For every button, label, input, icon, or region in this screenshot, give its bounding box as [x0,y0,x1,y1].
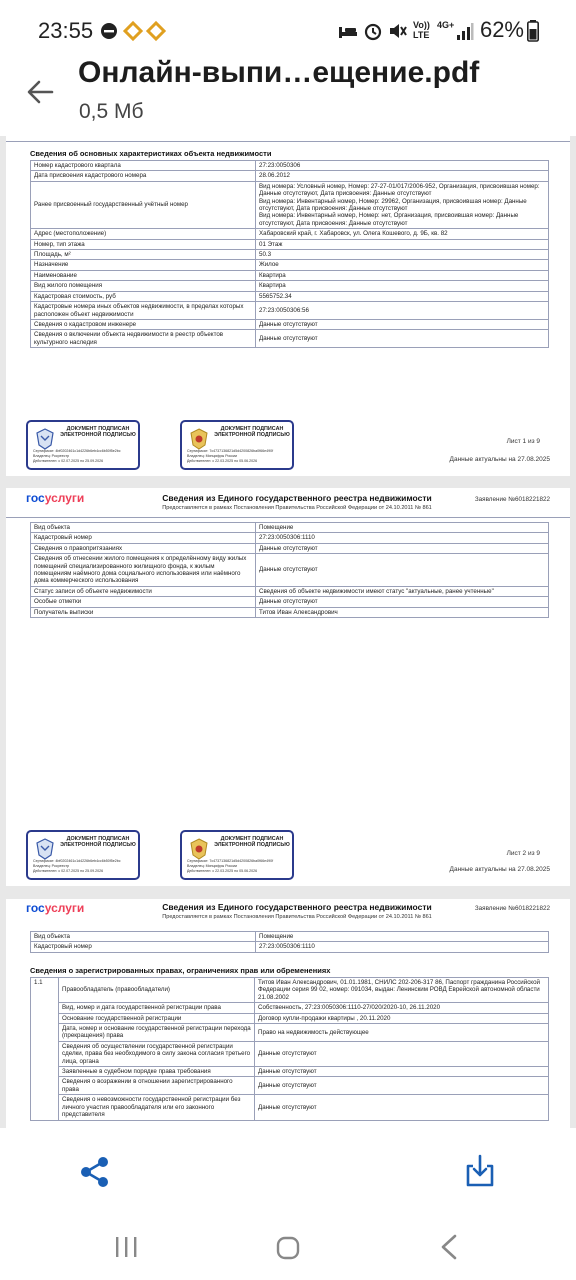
application-number: Заявление №6018221822 [474,496,550,503]
file-title: Онлайн-выпи…ещение.pdf [78,56,480,89]
gosuslugi-logo: госуслуги [26,491,85,505]
row-value: Данные отсутствуют [255,1095,549,1120]
data-actual-date: Данные актуальны на 27.08.2025 [449,456,550,463]
row-value: 28.06.2012 [256,171,549,181]
row-value: Данные отсутствуют [255,1041,549,1066]
register-title: Сведения из Единого государственного реестра недвижимости [162,493,432,503]
row-value: 27:23:0050306:56 [256,302,549,320]
system-nav-bar [0,1218,576,1280]
row-value: 27:23:0050306:1110 [256,942,549,952]
app-notification-icon-2 [146,20,166,42]
table-row [31,942,549,952]
row-label: Сведения об отнесении жилого помещения к определённому виду жилых помещений специализированного жилищного фонда, к жилым помещениям наёмного дома социального использования или наёмного дома коммерческого использования [31,554,256,587]
row-label: Кадастровый номер [31,942,256,952]
row-label: Сведения о кадастровом инженере [31,319,256,329]
row-label: Кадастровая стоимость, руб [31,291,256,301]
row-value: Договор купли-продажи квартиры , 20.11.2020 [255,1013,549,1023]
register-subtitle: Предоставляется в рамках Постановления Правительства Российской Федерации от 24.10.2011 № 861 [162,505,432,511]
app-notification-icon [123,20,143,42]
alarm-icon [363,20,383,42]
rights-section-title: Сведения о зарегистрированных правах, ограничениях прав или обременениях [30,966,331,975]
network-type: 4G+ [437,20,455,30]
signature-stamp-left [26,420,140,470]
table-row [31,1013,549,1023]
bed-icon [337,20,359,42]
row-value: Квартира [256,281,549,291]
stamp-line: Сертификат: 4bf0202461c1d4226b6eb4cc6b50f5e2bc [33,449,121,453]
row-value: Вид номера: Условный номер, Номер: 27-27-01/017/2006-952, Организация, присвоившая номер: Данные отсутствуют, Дата присвоения: Данные отсутствуют Вид номера: Инвентарный номер, Номер: 29962, Организация, присвоившая номер: Данные отсутствуют, Дата присвоения: Данные отсутствуют Вид номера: Инвентарный номер, Номер: нет, Организация, присвоившая номер: Данные отсутствуют, Дата присвоения: Данные отсутствуют [256,181,549,228]
signal-icon [456,20,474,42]
row-label: Номер кадастрового квартала [31,161,256,171]
row-label: Ранее присвоенный государственный учётный номер [31,181,256,228]
section-title: Сведения об основных характеристиках объекта недвижимости [30,149,272,158]
stamp-title: ДОКУМЕНТ ПОДПИСАН ЭЛЕКТРОННОЙ ПОДПИСЬЮ [214,836,290,848]
pdf-page-1 [6,136,570,476]
row-value: Титов Иван Александрович [256,607,549,617]
row-label: Вид объекта [31,932,256,942]
dnd-icon [99,20,119,42]
battery-icon [527,20,539,42]
row-label: Сведения об осуществлении государственной регистрации сделки, права без необходимого в силу закона согласия третьего лица, органа [59,1041,255,1066]
table-row [31,270,549,280]
item-number: 1.1 [31,978,59,1121]
share-icon[interactable] [79,1156,111,1188]
stamp-line: Владелец: Минцифры России [187,454,238,458]
table-row [31,229,549,239]
table-row [31,1024,549,1042]
row-label: Назначение [31,260,256,270]
stamp-line: Действителен: с 22.03.2025 по 05.06.2026 [187,869,258,873]
row-value: Титов Иван Александрович, 01.01.1981, СНИЛС 202-206-317 86, Паспорт гражданина Российской Федерации серия 99 02, номер: 091034, выдан: Ленинским РОВД Еврейской автономной области 21.08.2002 [255,978,549,1003]
row-label: Вид, номер и дата государственной регистрации права [59,1003,255,1013]
pdf-page-3 [6,899,570,1128]
table-row [31,523,549,533]
row-label: Особые отметки [31,597,256,607]
stamp-line: Владелец: Минцифры России [187,864,238,868]
signature-stamp-right [180,830,294,880]
table-row [31,597,549,607]
row-label: Дата присвоения кадастрового номера [31,171,256,181]
table-row [31,250,549,260]
rights-table [30,977,549,1121]
volte-label: Vo)) LTE [413,20,430,40]
table-row [31,543,549,553]
stamp-line: Действителен: с 22.03.2025 по 05.06.2026 [187,459,258,463]
table-row [31,554,549,587]
table-row [31,239,549,249]
row-label: Получатель выписки [31,607,256,617]
object-head-table [30,931,549,953]
row-value: Собственность, 27:23:0050306:1110-27/020/2020-10, 26.11.2020 [255,1003,549,1013]
pdf-page-2 [6,488,570,886]
page-top-border [6,136,570,142]
table-row [31,978,549,1003]
row-value: Данные отсутствуют [255,1067,549,1077]
battery-percent: 62% [479,17,524,42]
rosreestr-emblem-icon [34,837,56,861]
stamp-line: Владелец: Росреестр [33,454,70,458]
row-label: Кадастровые номера иных объектов недвижимости, в пределах которых расположен объект недвижимости [31,302,256,320]
row-value: 27:23:0050306 [256,161,549,171]
row-value: Помещение [256,932,549,942]
row-value: Данные отсутствуют [255,1077,549,1095]
row-value: Помещение [256,523,549,533]
table-row [31,291,549,301]
row-label: Сведения о возражении в отношении зарегистрированного права [59,1077,255,1095]
row-label: Площадь, м² [31,250,256,260]
row-label: Сведения о включении объекта недвижимости в реестр объектов культурного наследия [31,330,256,348]
row-label: Сведения о невозможности государственной регистрации без личного участия правообладателя или его законного представителя [59,1095,255,1120]
table-row [31,330,549,348]
row-value: Данные отсутствуют [256,543,549,553]
nav-recent-icon[interactable] [114,1236,138,1258]
row-value: Данные отсутствуют [256,330,549,348]
signature-stamp-left [26,830,140,880]
back-arrow-icon[interactable] [26,78,54,106]
row-value: Квартира [256,270,549,280]
row-label: Номер, тип этажа [31,239,256,249]
row-label: Кадастровый номер [31,533,256,543]
data-actual-date: Данные актуальны на 27.08.2025 [449,866,550,873]
stamp-title: ДОКУМЕНТ ПОДПИСАН ЭЛЕКТРОННОЙ ПОДПИСЬЮ [60,426,136,438]
stamp-line: Владелец: Росреестр [33,864,70,868]
stamp-line: Сертификат: 7c4737136821d5d4200826ba0f66e490f [187,859,274,863]
row-value: Хабаровский край, г. Хабаровск, ул. Олега Кошевого, д. 9Б, кв. 82 [256,229,549,239]
table-row [31,171,549,181]
stamp-line: Сертификат: 7c4737136821d5d4200826ba0f66e490f [187,449,274,453]
table-row [31,260,549,270]
page-divider [6,517,570,518]
gosuslugi-logo: госуслуги [26,901,85,915]
row-label: Наименование [31,270,256,280]
table-row [31,586,549,596]
row-value: Жилое [256,260,549,270]
pdf-viewer[interactable] [0,136,576,1128]
table-row [31,281,549,291]
table-row [31,1077,549,1095]
table-row [31,533,549,543]
row-value: 27:23:0050306:1110 [256,533,549,543]
coat-of-arms-icon [188,427,210,451]
stamp-line: Сертификат: 4bf0202461c1d4226b6eb4cc6b50f5e2bc [33,859,121,863]
table-row [31,1067,549,1077]
app-header [0,56,576,136]
row-label: Вид жилого помещения [31,281,256,291]
table-row [31,1003,549,1013]
row-label: Адрес (местоположение) [31,229,256,239]
status-bar [0,0,576,60]
sheet-number: Лист 2 из 9 [506,850,540,857]
sheet-number: Лист 1 из 9 [506,438,540,445]
signature-stamp-right [180,420,294,470]
row-label: Заявленные в судебном порядке права требования [59,1067,255,1077]
row-value: Право на недвижимость действующее [255,1024,549,1042]
mute-icon [387,20,407,42]
table-row [31,1095,549,1120]
status-time: 23:55 [38,18,94,43]
row-value: Данные отсутствуют [256,597,549,607]
characteristics-table [30,160,549,348]
stamp-title: ДОКУМЕНТ ПОДПИСАН ЭЛЕКТРОННОЙ ПОДПИСЬЮ [60,836,136,848]
table-row [31,161,549,171]
file-size: 0,5 Мб [79,100,144,123]
row-value: Данные отсутствуют [256,319,549,329]
stamp-title: ДОКУМЕНТ ПОДПИСАН ЭЛЕКТРОННОЙ ПОДПИСЬЮ [214,426,290,438]
row-label: Сведения о правопритязаниях [31,543,256,553]
stamp-line: Действителен: с 02.07.2025 по 25.09.2026 [33,869,104,873]
row-value: 01 Этаж [256,239,549,249]
object-table [30,522,549,618]
nav-home-icon[interactable] [276,1236,300,1260]
application-number: Заявление №6018221822 [474,905,550,912]
table-row [31,932,549,942]
row-label: Дата, номер и основание государственной регистрации перехода (прекращения) права [59,1024,255,1042]
row-value: Сведения об объекте недвижимости имеют статус "актуальные, ранее учтенные" [256,586,549,596]
row-value: 50.3 [256,250,549,260]
row-value: 5565752.34 [256,291,549,301]
row-label: Основание государственной регистрации [59,1013,255,1023]
row-label: Правообладатель (правообладатели) [59,978,255,1003]
row-label: Вид объекта [31,523,256,533]
rosreestr-emblem-icon [34,427,56,451]
stamp-line: Действителен: с 02.07.2025 по 25.09.2026 [33,459,104,463]
download-icon[interactable] [464,1154,496,1188]
row-value: Данные отсутствуют [256,554,549,587]
table-row [31,319,549,329]
table-row [31,607,549,617]
row-label: Статус записи об объекте недвижимости [31,586,256,596]
table-row [31,302,549,320]
table-row [31,181,549,228]
bottom-action-bar [0,1128,576,1218]
table-row [31,1041,549,1066]
coat-of-arms-icon [188,837,210,861]
nav-back-icon[interactable] [440,1234,458,1260]
register-subtitle: Предоставляется в рамках Постановления Правительства Российской Федерации от 24.10.2011 № 861 [162,914,432,920]
register-title: Сведения из Единого государственного реестра недвижимости [162,902,432,912]
